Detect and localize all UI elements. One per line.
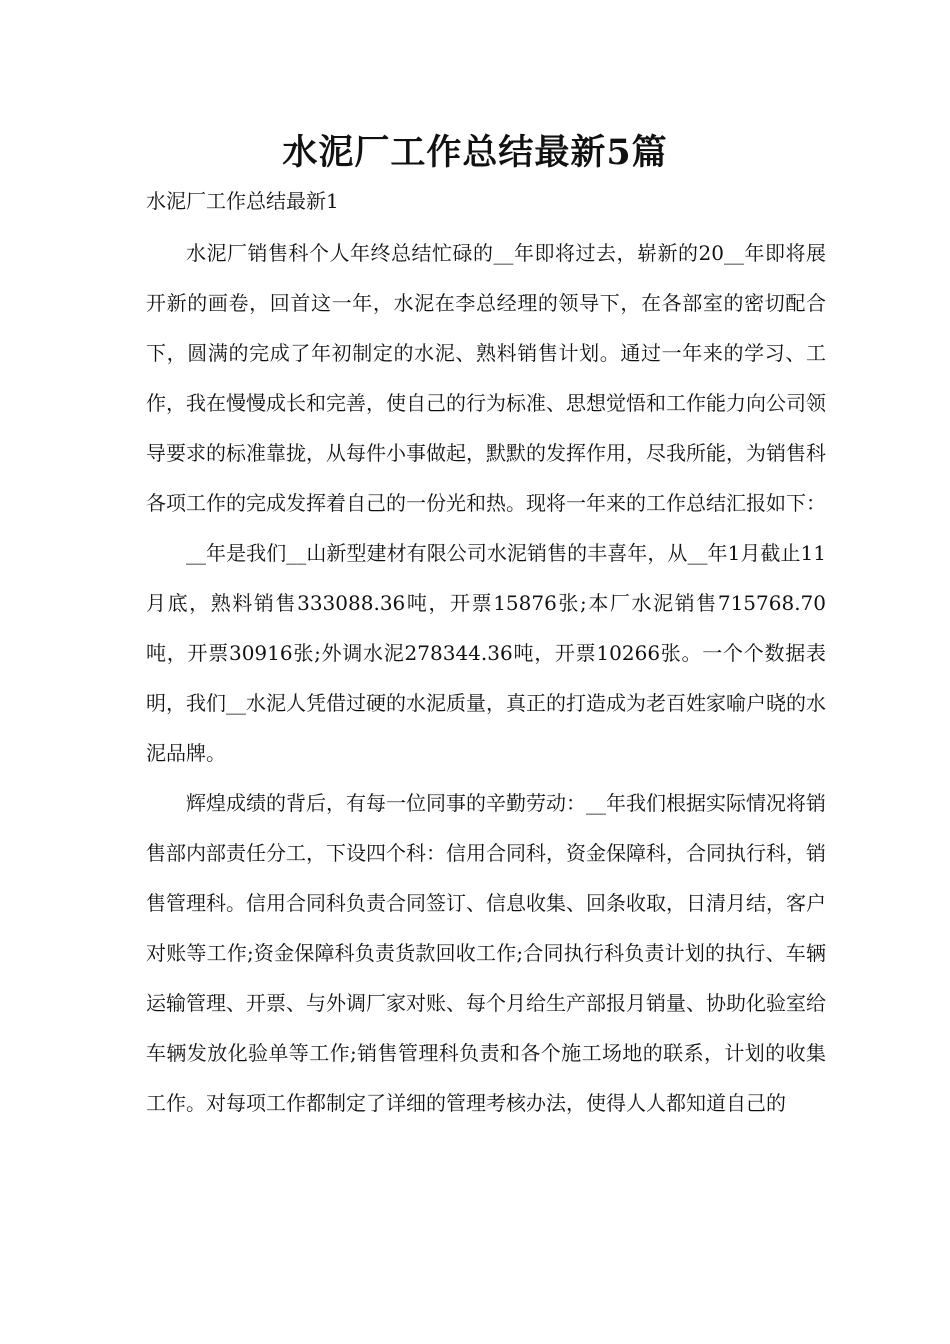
paragraph-intro: 水泥厂销售科个人年终总结忙碌的__年即将过去，崭新的20__年即将展开新的画卷，回首这一年，水泥在李总经理的领导下，在各部室的密切配合下，圆满的完成了年初制定的水泥、熟料销售计划。通过一年来的学习、工作，我在慢慢成长和完善，使自己的行为标准、思想觉悟和工作能力向公司领导要求的标准靠拢，从每件小事做起，默默的发挥作用，尽我所能，为销售科各项工作的完成发挥着自己的一份光和热。现将一年来的工作总结汇报如下： — [146, 241, 826, 515]
paragraph-division-of-work: 辉煌成绩的背后，有每一位同事的辛勤劳动：__年我们根据实际情况将销售部内部责任分工，下设四个科：信用合同科，资金保障科，合同执行科，销售管理科。信用合同科负责合同签订、信息收集、回条收取，日清月结，客户对账等工作;资金保障科负责货款回收工作;合同执行科负责计划的执行、车辆运输管理、开票、与外调厂家对账、每个月给生产部报月销量、协助化验室给车辆发放化验单等工作;销售管理科负责和各个施工场地的联系，计划的收集工作。对每项工作都制定了详细的管理考核办法，使得人人都知道自己的 — [146, 791, 826, 1115]
document-body — [146, 228, 826, 1128]
section-heading: 水泥厂工作总结最新1 — [146, 189, 339, 213]
paragraph-sales-figures: __年是我们__山新型建材有限公司水泥销售的丰喜年，从__年1月截止11月底，熟料销售333088.36吨，开票15876张;本厂水泥销售715768.70吨，开票30916张;外调水泥278344.36吨，开票10266张。一个个数据表明，我们__水泥人凭借过硬的水泥质量，真正的打造成为老百姓家喻户晓的水泥品牌。 — [146, 541, 826, 765]
document-title: 水泥厂工作总结最新5篇 — [282, 132, 668, 173]
